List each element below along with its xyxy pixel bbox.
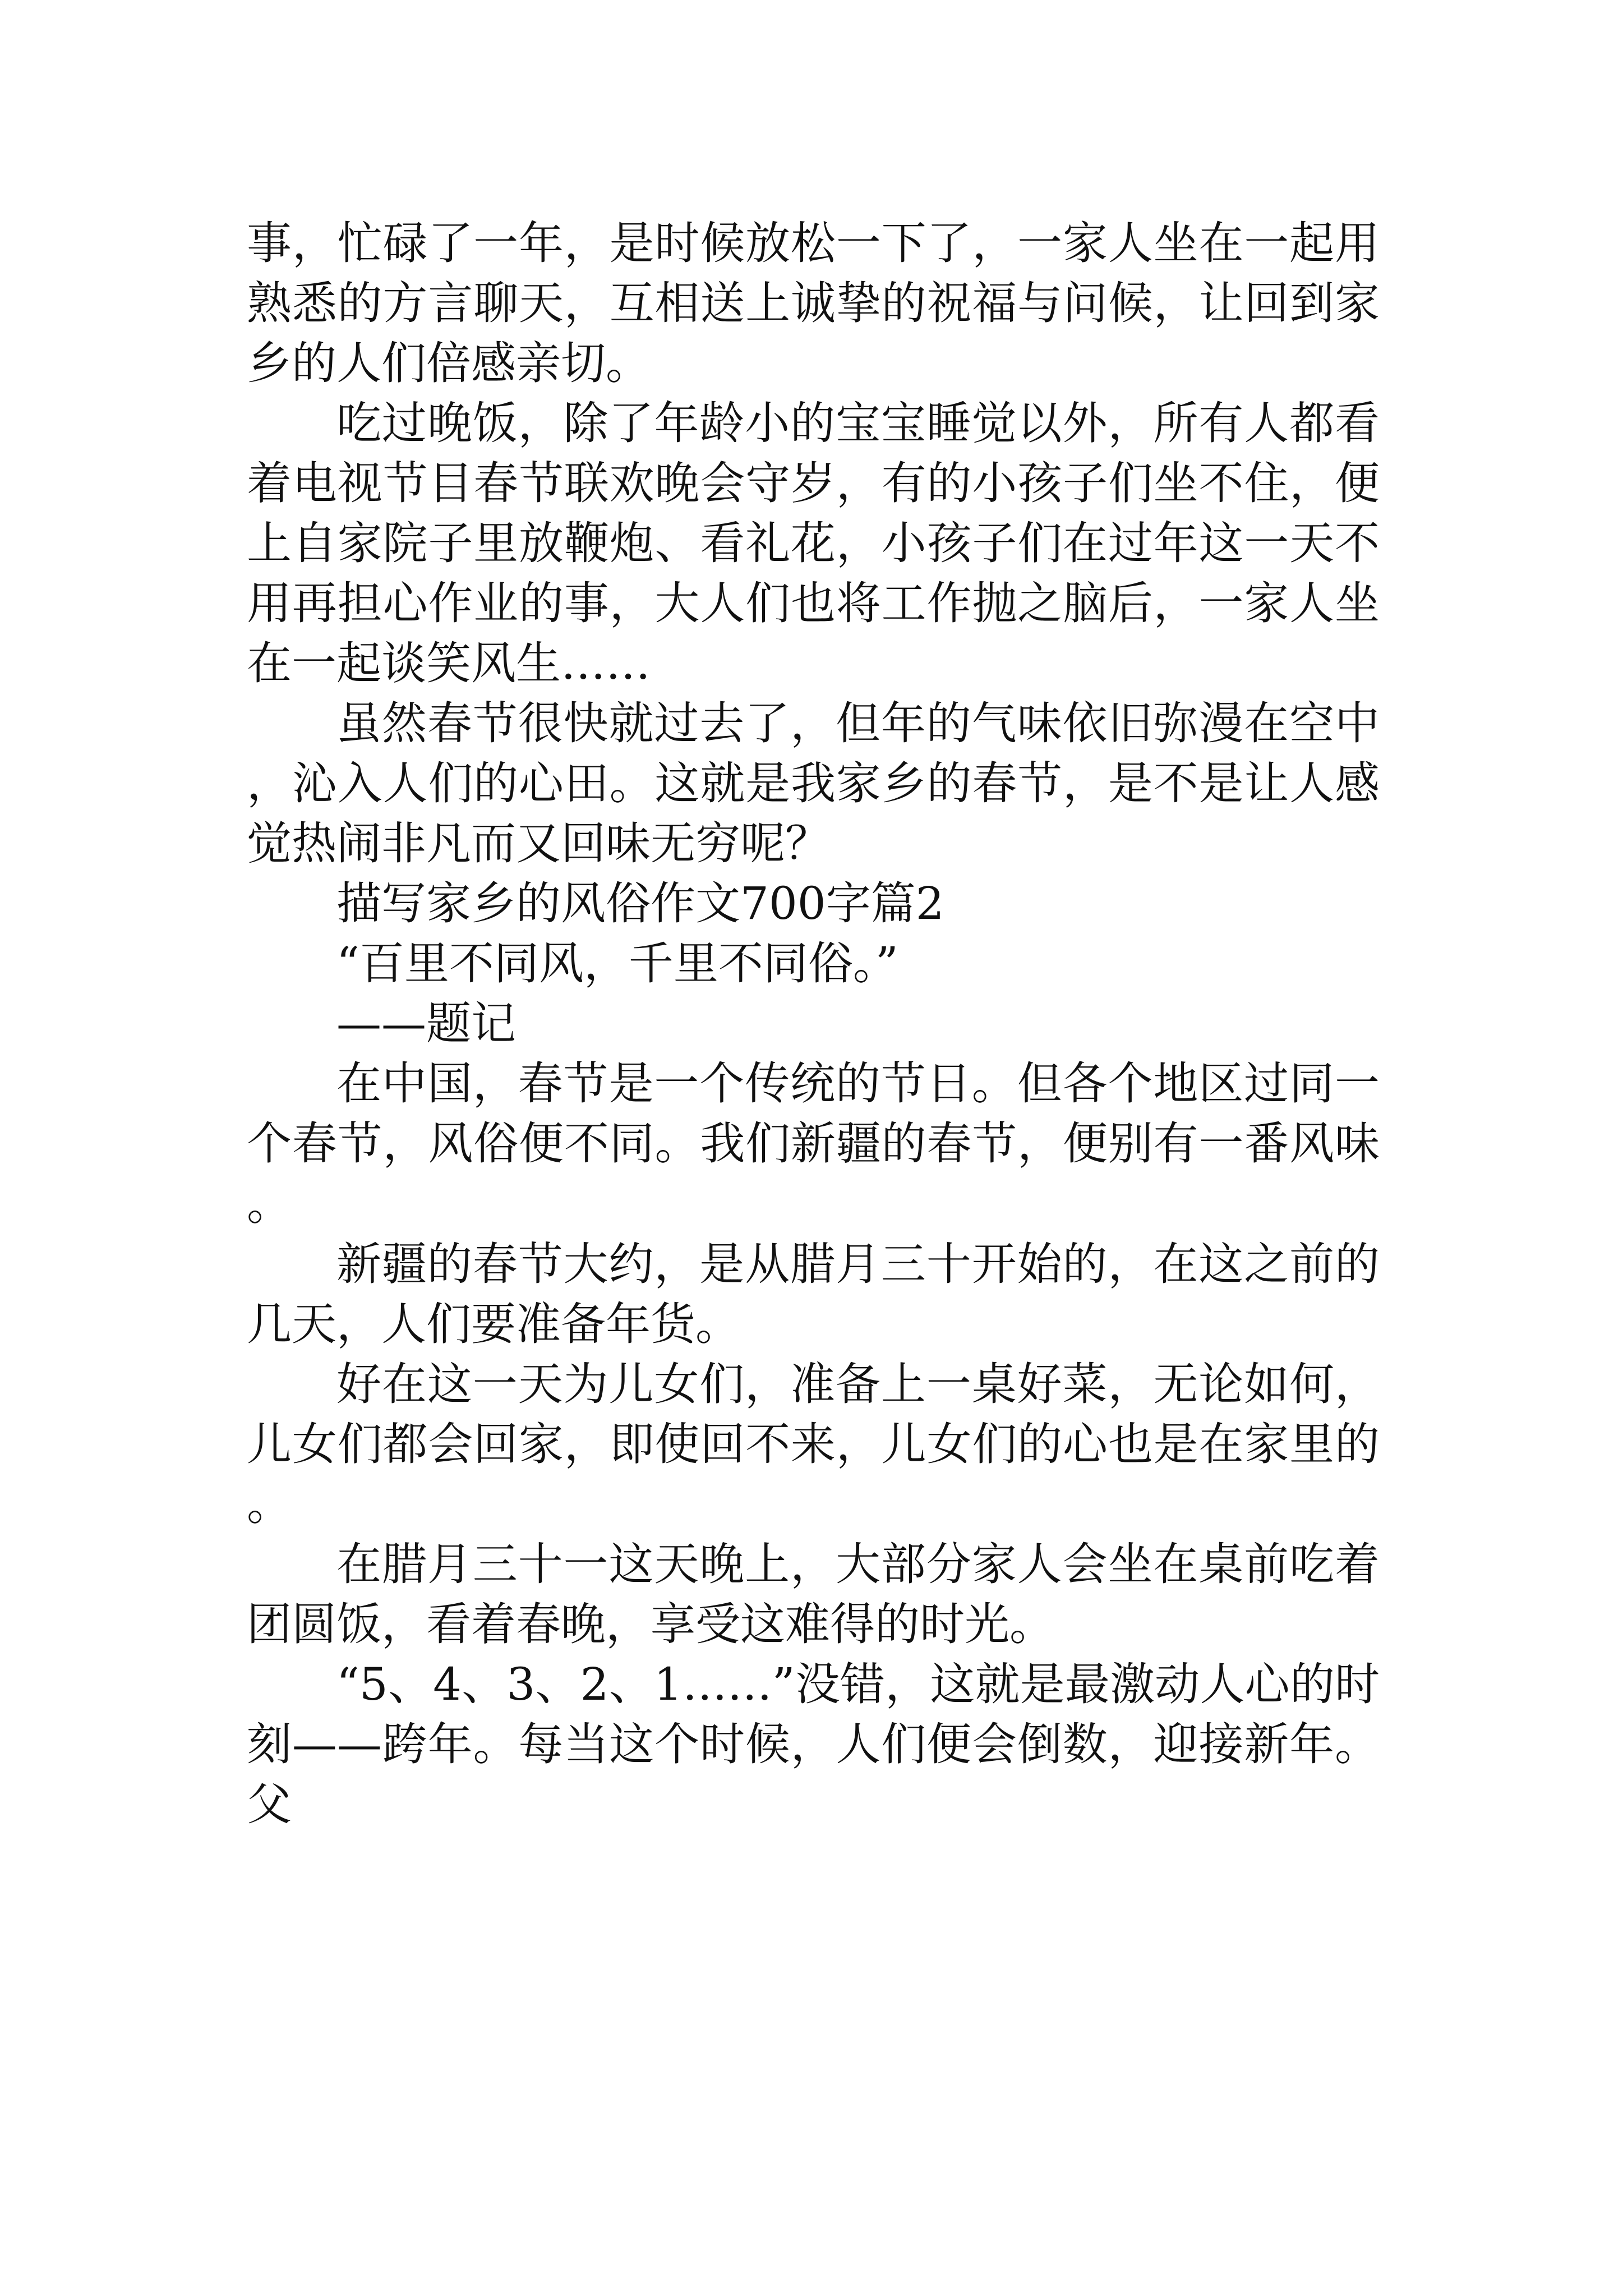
paragraph-intro: 在中国，春节是一个传统的节日。但各个地区过同一个春节，风俗便不同。我们新疆的春节，便别有一番风味。	[247, 1057, 1380, 1230]
paragraph-countdown: “5、4、3、2、1……”没错，这就是最激动人心的时刻——跨年。每当这个时候，人们便会倒数，迎接新年。父	[247, 1658, 1380, 1830]
paragraph-preparation: 新疆的春节大约，是从腊月三十开始的，在这之前的几天，人们要准备年货。	[247, 1237, 1380, 1350]
epigraph-quote: “百里不同风，千里不同俗。”	[336, 937, 898, 990]
paragraph-reunion-dinner: 在腊月三十一这天晚上，大部分家人会坐在桌前吃着团圆饭，看着春晚，享受这难得的时光。	[247, 1538, 1380, 1650]
paragraph-new-year-eve: 吃过晚饭，除了年龄小的宝宝睡觉以外，所有人都看着电视节目春节联欢晚会守岁，有的小孩子们坐不住，便上自家院子里放鞭炮、看礼花，小孩子们在过年这一天不用再担心作业的事，大人们也将工作抛之脑后，一家人坐在一起谈笑风生……	[247, 397, 1380, 690]
paragraph-conclusion: 虽然春节很快就过去了，但年的气味依旧弥漫在空中，沁入人们的心田。这就是我家乡的春节，是不是让人感觉热闹非凡而又回味无穷呢？	[247, 697, 1380, 870]
paragraph-continued: 事，忙碌了一年，是时候放松一下了，一家人坐在一起用熟悉的方言聊天，互相送上诚挚的祝福与问候，让回到家乡的人们倍感亲切。	[247, 217, 1380, 390]
epigraph-attribution: ——题记	[336, 997, 516, 1050]
document-body	[247, 213, 1380, 1834]
paragraph-family: 好在这一天为儿女们，准备上一桌好菜，无论如何，儿女们都会回家，即使回不来，儿女们的心也是在家里的。	[247, 1358, 1380, 1530]
essay-heading: 描写家乡的风俗作文700字篇2	[336, 877, 944, 930]
